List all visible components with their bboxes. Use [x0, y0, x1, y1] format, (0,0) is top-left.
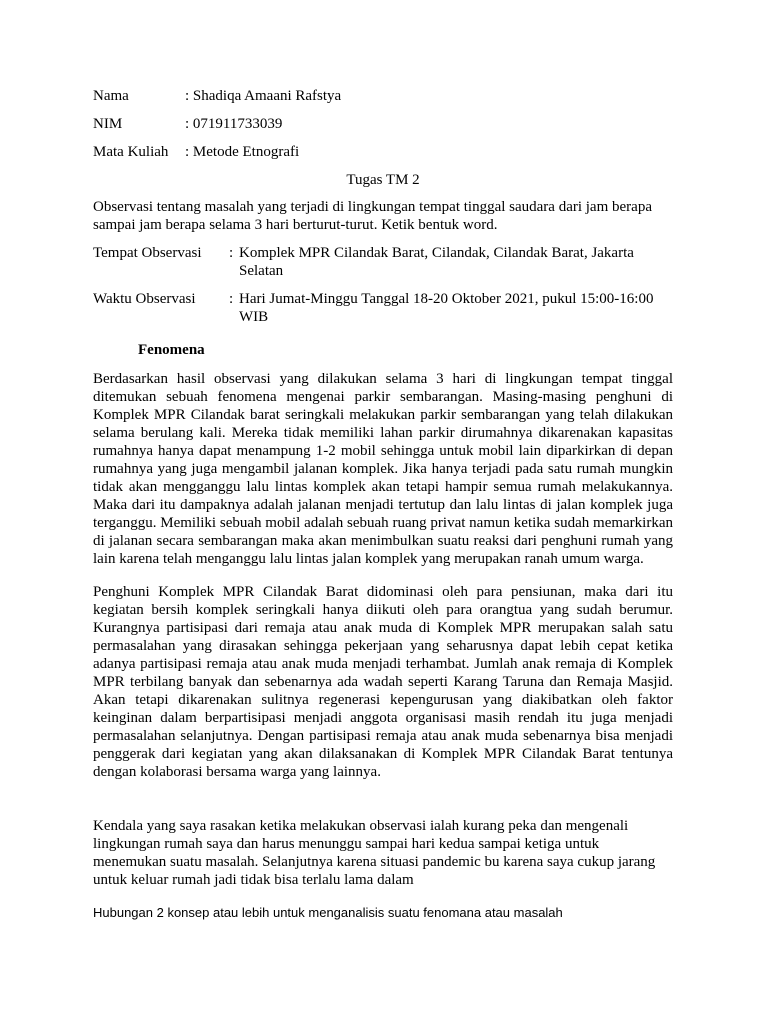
matkul-value: : Metode Etnografi — [185, 144, 300, 160]
tempat-value: Komplek MPR Cilandak Barat, Cilandak, Cilandak Barat, Jakarta Selatan — [239, 245, 634, 279]
fenomena-heading: Fenomena — [138, 342, 205, 358]
waktu-row — [93, 290, 673, 326]
nama-value: : Shadiqa Amaani Rafstya — [185, 88, 342, 104]
paragraph-3: Kendala yang saya rasakan ketika melakukan observasi ialah kurang peka dan mengenali lingkungan rumah saya dan harus menunggu sampai hari kedua sampai ketiga untuk menemukan suatu masalah. Selanjutnya karena situasi pandemic bu karena saya cukup jarang untuk keluar rumah jadi tidak bisa terlalu lama dalam — [93, 818, 656, 888]
footer-line: Hubungan 2 konsep atau lebih untuk menganalisis suatu fenomana atau masalah — [93, 905, 563, 920]
matkul-row — [93, 142, 673, 162]
paragraph-2: Penghuni Komplek MPR Cilandak Barat didominasi oleh para pensiunan, maka dari itu kegiatan bersih komplek seringkali hanya diikuti oleh para orangtua yang sudah berumur. Kurangnya partisipasi dari remaja atau anak muda di Komplek MPR merupakan salah satu permasalahan yang dirasakan sehingga pekerjaan yang seharusnya dapat lebih cepat ketika adanya partisipasi remaja atau anak muda menjadi terhambat. Jumlah anak remaja di Komplek MPR terbilang banyak dan sebenarnya ada wadah seperti Karang Taruna dan Remaja Masjid. Akan tetapi dikarenakan sulitnya regenerasi kepengurusan yang diakibatkan oleh faktor keinginan dalam berpartisipasi menjadi anggota organisasi masih rendah itu juga menjadi permasalahan selanjutnya. Dengan partisipasi remaja atau anak muda sebenarnya bisa menjadi penggerak dari kegiatan yang akan dilaksanakan di Komplek MPR Cilandak Barat tentunya dengan kolaborasi bersama warga yang lainnya. — [93, 584, 673, 780]
matkul-label: Mata Kuliah — [93, 144, 169, 160]
waktu-colon: : — [229, 291, 234, 307]
waktu-label: Waktu Observasi — [93, 291, 196, 307]
intro-text: Observasi tentang masalah yang terjadi di lingkungan tempat tinggal saudara dari jam berapa sampai jam berapa selama 3 hari berturut-turut. Ketik bentuk word. — [93, 199, 652, 233]
nama-row — [93, 86, 673, 106]
document-title: Tugas TM 2 — [346, 172, 420, 188]
nim-row — [93, 114, 673, 134]
paragraph-1: Berdasarkan hasil observasi yang dilakukan selama 3 hari di lingkungan tempat tinggal ditemukan sebuah fenomena mengenai parkir sembarangan. Masing-masing penghuni di Komplek MPR Cilandak barat seringkali melakukan parkir sembarangan yang telah dilakukan selama berulang kali. Mereka tidak memiliki lahan parkir dirumahnya dikarenakan kapasitas rumahnya hanya dapat menampung 1-2 mobil sehingga untuk mobil lain diparkirkan di depan rumahnya yang juga mengambil jalanan komplek. Jika hanya terjadi pada satu rumah mungkin tidak akan mengganggu lalu lintas komplek akan tetapi hampir semua rumah melakukannya. Maka dari itu dampaknya adalah jalanan menjadi tertutup dan lalu lintas di jalan komplek juga terganggu. Memiliki sebuah mobil adalah sebuah ruang privat namun ketika sudah memarkirkan di jalanan secara sembarangan maka akan menimbulkan suatu reaksi dari penghuni rumah yang lain karena telah menganggu lalu lintas jalan komplek yang merupakan ranah umum warga. — [93, 371, 673, 567]
tempat-row — [93, 244, 673, 280]
nim-value: : 071911733039 — [185, 116, 283, 132]
waktu-value: Hari Jumat-Minggu Tanggal 18-20 Oktober 2021, pukul 15:00-16:00 WIB — [239, 291, 654, 325]
nim-label: NIM — [93, 116, 123, 132]
tempat-colon: : — [229, 245, 234, 261]
nama-label: Nama — [93, 88, 129, 104]
document-content — [93, 86, 673, 922]
tempat-label: Tempat Observasi — [93, 245, 202, 261]
